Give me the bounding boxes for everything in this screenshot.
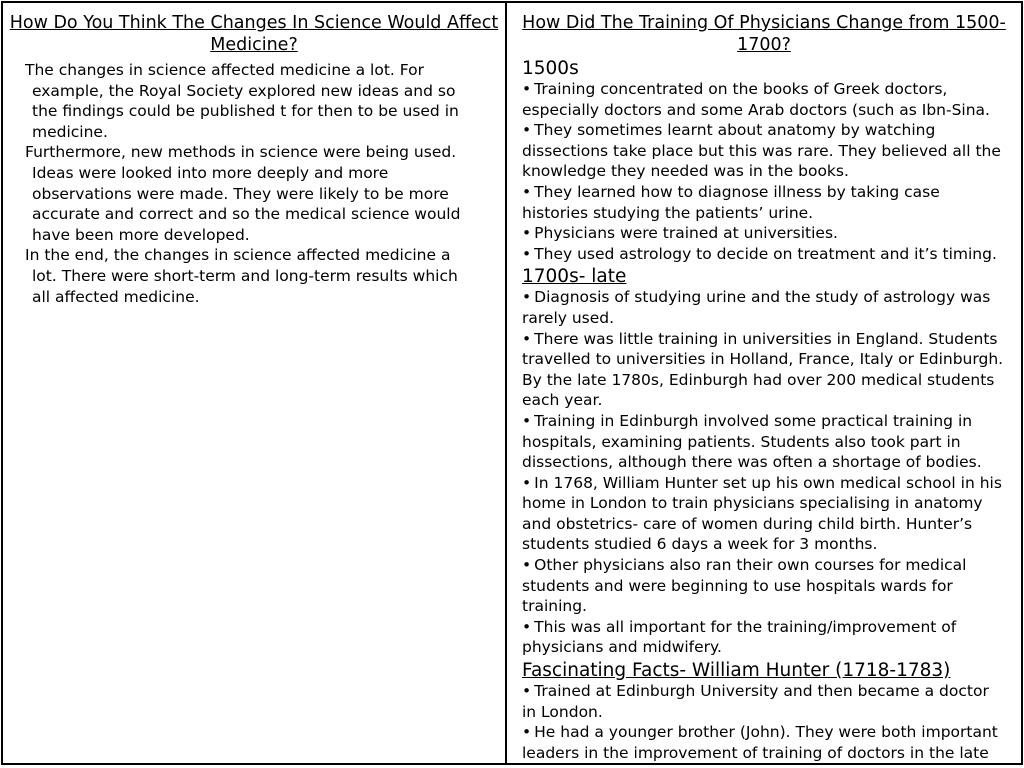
bullet-item — [522, 223, 1005, 244]
bullet-text: Diagnosis of studying urine and the study of astrology was rarely used. — [522, 288, 991, 327]
bullet-item — [522, 681, 1005, 722]
bullet-icon: • — [522, 121, 532, 140]
section-heading-1500s: 1500s — [522, 58, 579, 79]
bullet-icon: • — [522, 411, 532, 430]
bullet-icon: • — [522, 244, 532, 263]
bullet-icon: • — [522, 723, 532, 742]
bullet-icon: • — [522, 288, 532, 307]
bullet-icon: • — [522, 682, 532, 701]
bullet-item — [522, 329, 1005, 411]
bullet-icon: • — [522, 80, 532, 98]
right-panel — [505, 1, 1023, 765]
bullet-text: This was all important for the training/improvement of physicians and midwifery. — [522, 617, 957, 657]
bullet-icon: • — [522, 329, 532, 348]
bullet-icon: • — [522, 473, 532, 492]
bullet-item — [522, 722, 1005, 763]
bullet-text: They learned how to diagnose illness by taking case histories studying the patients’ urine. — [522, 182, 940, 222]
section-heading-1700s: 1700s- late — [522, 266, 627, 288]
section-heading-fascinating-facts: Fascinating Facts- William Hunter (1718-1783) — [522, 660, 951, 682]
bullet-item — [522, 555, 1005, 617]
paragraph: Furthermore, new methods in science were being used. Ideas were looked into more deeply and more observations were made. They were likely to be more accurate and correct and so the medical science would have been more developed. — [25, 143, 461, 244]
bullet-text: They sometimes learnt about anatomy by watching dissections take place but this was rare. They believed all the knowledge they needed was in the books. — [522, 121, 1001, 181]
right-panel-body — [522, 58, 1005, 763]
bullet-text: Training concentrated on the books of Greek doctors, especially doctors and some Arab doctors (such as Ibn-Sina. — [522, 80, 990, 119]
paragraph: The changes in science affected medicine a lot. For example, the Royal Society explored new ideas and so the findings could be published t for then to be used in medicine. — [25, 61, 459, 141]
bullet-icon: • — [522, 617, 532, 636]
bullet-text: Trained at Edinburgh University and then became a doctor in London. — [522, 682, 989, 721]
bullet-text: They used astrology to decide on treatment and it’s timing. — [534, 244, 997, 263]
paragraph: In the end, the changes in science affected medicine a lot. There were short-term and long-term results which all affected medicine. — [25, 246, 458, 306]
bullet-item — [522, 120, 1005, 182]
bullet-text: Other physicians also ran their own courses for medical students and were beginning to use hospitals wards for training. — [522, 556, 967, 616]
bullet-text: He had a younger brother (John). They were both important leaders in the improvement of training of doctors in the late — [522, 723, 998, 762]
bullet-item — [522, 411, 1005, 473]
bullet-item — [522, 473, 1005, 555]
bullet-item — [522, 79, 1005, 120]
right-panel-title: How Did The Training Of Physicians Change from 1500-1700? — [522, 13, 1006, 55]
bullet-icon: • — [522, 182, 532, 201]
bullet-text: Training in Edinburgh involved some practical training in hospitals, examining patients. Students also took part in dissections, although there was often a shortage of bodies. — [522, 411, 982, 472]
bullet-text: Physicians were trained at universities. — [534, 224, 838, 243]
bullet-text: There was little training in universities in England. Students travelled to universities in Holland, France, Italy or Edinburgh. By the late 1780s, Edinburgh had over 200 medical students each year. — [522, 329, 1004, 410]
bullet-text: In 1768, William Hunter set up his own medical school in his home in London to train physicians specialising in anatomy and obstetrics- care of women during child birth. Hunter’s students studied 6 days a week for 3 months. — [522, 473, 1002, 554]
bullet-item — [522, 244, 1005, 265]
left-panel-body — [25, 60, 471, 307]
left-panel — [1, 1, 506, 765]
bullet-item — [522, 287, 1005, 328]
bullet-icon: • — [522, 556, 532, 575]
bullet-item — [522, 617, 1005, 658]
bullet-icon: • — [522, 224, 532, 243]
bullet-item — [522, 182, 1005, 223]
left-panel-title: How Do You Think The Changes In Science Would Affect Medicine? — [9, 13, 499, 55]
